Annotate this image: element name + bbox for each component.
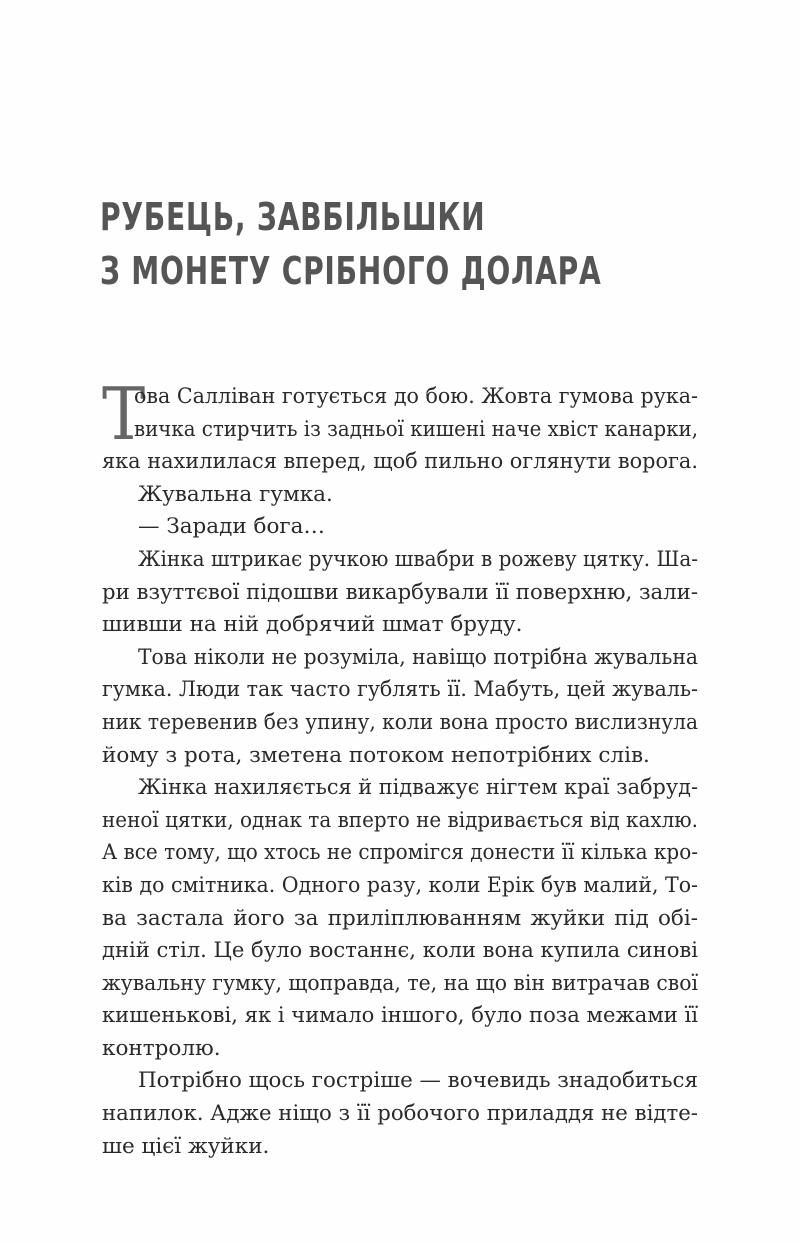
drop-cap: Т bbox=[102, 372, 146, 456]
paragraph bbox=[102, 479, 698, 512]
text-line: ше цієї жуйки. bbox=[102, 1133, 270, 1159]
paragraph bbox=[102, 544, 698, 642]
text-line: дній стіл. Це було востаннє, коли вона купила синові bbox=[102, 938, 698, 964]
text-line: ник теревенив без упину, коли вона просто вислизнула bbox=[102, 709, 698, 735]
text-line: ва застала його за приліплюванням жуйки під обі- bbox=[102, 905, 698, 931]
text-line: — Заради бога… bbox=[138, 514, 326, 540]
text-line: жувальну гумку, щоправда, те, на що він витрачав свої bbox=[102, 970, 698, 996]
text-line: ків до смітника. Одного разу, коли Ерік був малий, То- bbox=[102, 872, 698, 898]
chapter-body bbox=[102, 372, 698, 1163]
chapter-title bbox=[100, 190, 602, 298]
paragraph bbox=[102, 372, 698, 479]
text-line: йому з рота, зметена потоком непотрібних слів. bbox=[102, 742, 650, 768]
text-line: контролю. bbox=[102, 1035, 221, 1061]
text-line: вичка стирчить із задньої кишені наче хвіст канарки, bbox=[134, 416, 698, 442]
text-line: неної цятки, однак та вперто не відривається від кахлю. bbox=[102, 807, 698, 833]
text-line: ри взуттєвої підошви викарбували її поверхню, зали- bbox=[102, 579, 698, 605]
text-line: кишенькові, як і чимало іншого, було поза межами її bbox=[102, 1003, 698, 1029]
paragraph bbox=[102, 1065, 698, 1163]
text-line: Това ніколи не розуміла, навіщо потрібна жувальна bbox=[138, 644, 698, 670]
chapter-title-line: РУБЕЦЬ, ЗАВБІЛЬШКИ bbox=[100, 195, 486, 239]
text-line: Жувальна гумка. bbox=[138, 481, 333, 507]
text-line: Потрібно щось гостріше — вочевидь знадобиться bbox=[138, 1068, 698, 1094]
text-line: ова Салліван готується до бою. Жовта гумова рука- bbox=[134, 384, 698, 409]
text-line: А все тому, що хтось не спромігся донести її кілька кро- bbox=[102, 840, 698, 866]
paragraph bbox=[102, 642, 698, 772]
text-line: напилок. Адже ніщо з її робочого приладдя не відте- bbox=[102, 1101, 698, 1127]
text-line: яка нахилилася вперед, щоб пильно оглянути ворога. bbox=[102, 449, 698, 475]
text-line: гумка. Люди так часто гублять її. Мабуть, цей жуваль- bbox=[102, 677, 698, 703]
chapter-title-line: З МОНЕТУ СРІБНОГО ДОЛАРА bbox=[100, 249, 602, 293]
text-line: шивши на ній добрячий шмат бруду. bbox=[102, 612, 523, 638]
paragraph bbox=[102, 772, 698, 1065]
text-line: Жінка штрикає ручкою швабри в рожеву цятку. Ша- bbox=[138, 546, 698, 572]
text-line: Жінка нахиляється й підважує нігтем краї забруд- bbox=[138, 775, 698, 801]
paragraph bbox=[102, 511, 698, 544]
